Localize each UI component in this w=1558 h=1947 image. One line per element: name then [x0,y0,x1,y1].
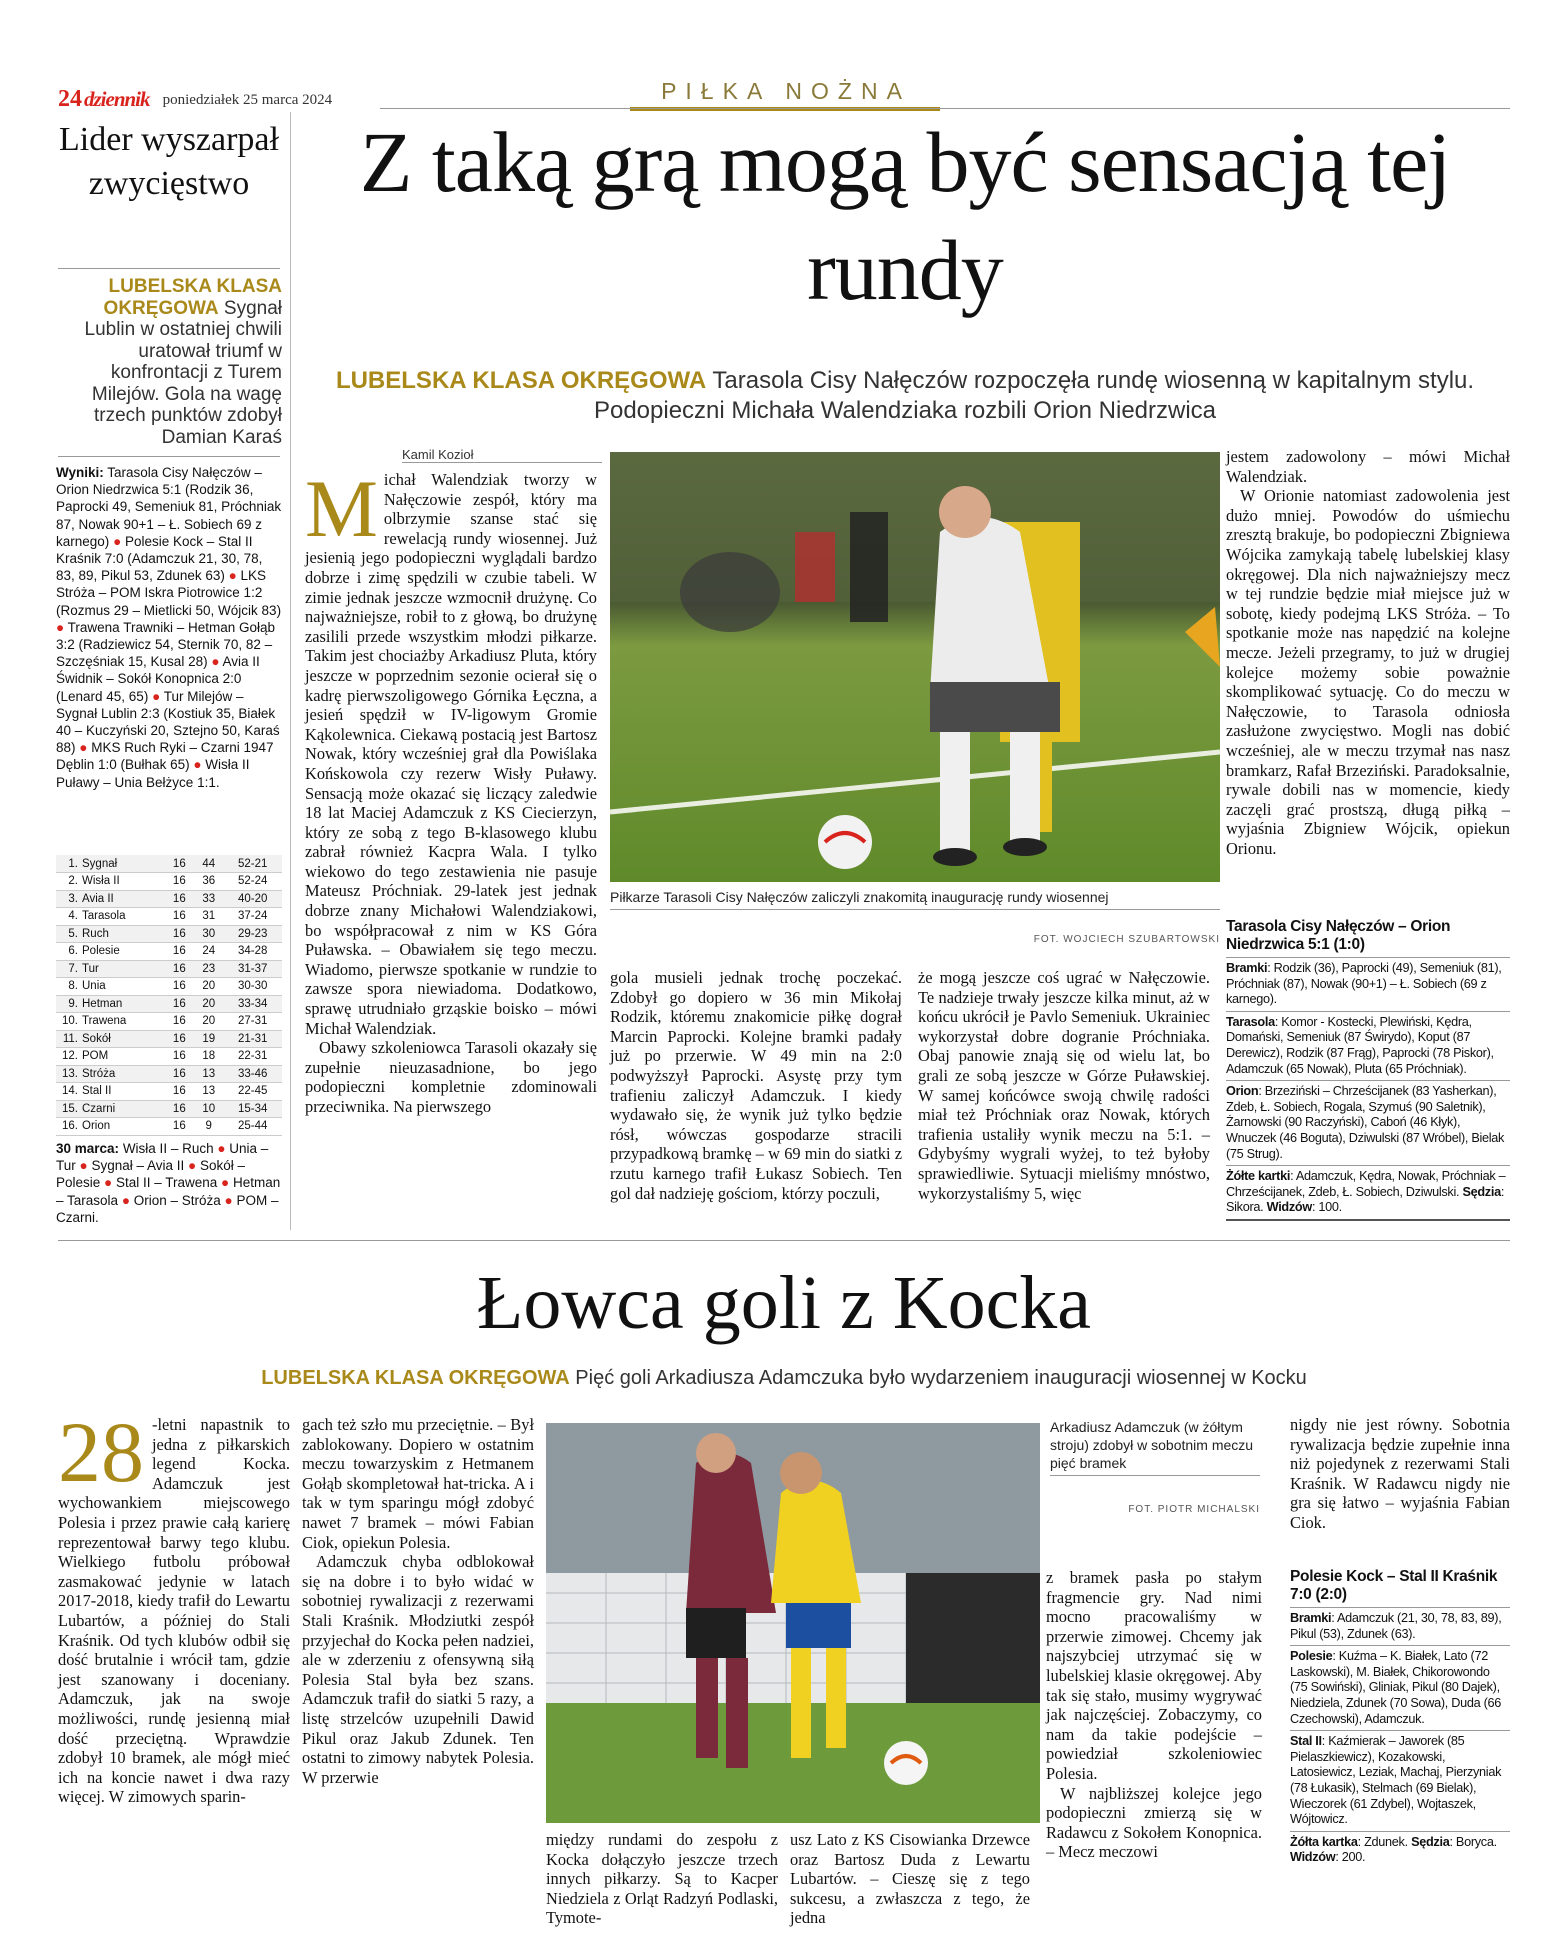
table-rank: 8. [56,978,80,996]
table-row [56,1030,282,1048]
table-goals: 21-31 [223,1030,282,1048]
result-item: Polesie Kock – Stal II Kraśnik 7:0 (Adamczuk 21, 30, 78, 83, 89, Pikul 53, Zdunek 63) [56,533,263,584]
table-goals: 33-46 [223,1065,282,1083]
table-rank: 1. [56,855,80,873]
goals-label: Bramki [1226,961,1268,975]
article2-col5-text: z bramek pasła po stałym fragmencie gry. Nad nimi mocno pracowaliśmy w przerwie zimowej. Chcemy jak najszybciej utrzymać się w lubelskiej klasie okręgowej. Aby tak się stało, musimy wygrywać jak najczęściej. Zobaczymy, co nam da takie podejście – powiedział szkoleniowiec Polesia. [1046,1568,1262,1783]
article2-col6 [1290,1415,1510,1533]
referee-text: : Sikora. [1226,1184,1505,1215]
table-row [56,1065,282,1083]
article2-match-box [1290,1568,1510,1872]
table-team: Tur [80,960,165,978]
article2-headline: Łowca goli z Kocka [476,1261,1092,1345]
table-team: Sygnał [80,855,165,873]
article1-headline: Z taką grą mogą być sensacją tej rundy [359,114,1451,318]
table-goals: 29-23 [223,925,282,943]
table-rank: 2. [56,873,80,891]
sidebar-title: Lider wyszarpał zwycięstwo [59,121,279,202]
fixtures-block: 30 marca: Wisła II – Ruch ● Unia – Tur ● Sygnał – Avia II ● Sokół – Polesie ● Stal II – Trawena ● Hetman – Tarasola ● Orion – Stróża ● POM – Czarni. [56,1141,281,1225]
article2-col2-text: Adamczuk chyba odblokował się na dobre i to było widać w sobotniej rywalizacji z rezerwami Stali Kraśnik. Młodziutki zespół przyjechał do Kocka pełen nadziei, ale w zderzeniu z ofensywną siłą Polesia Stal była bez szans. Adamczuk trafił do siatki 5 razy, a listę strzelców uzupełnili Dawid Pikul oraz Jakub Zdunek. Ten ostatni to zimowy nabytek Polesia. W przerwie [302,1552,534,1787]
table-rank: 15. [56,1100,80,1118]
article1-col4-text: jestem zadowolony – mówi Michał Walendziak. [1226,447,1510,486]
table-row [56,1013,282,1031]
table-played: 16 [165,943,194,961]
table-row [56,1083,282,1101]
article2-col5-text: W najbliższej kolejce jego podopieczni zmierzą się w Radawcu z Sokołem Konopnica. – Mecz meczowi [1046,1783,1262,1862]
result-item: Wisła II Puławy – Unia Bełżyce 1:1. [56,757,250,790]
table-team: POM [80,1048,165,1066]
table-goals: 40-20 [223,890,282,908]
table-goals: 27-31 [223,1013,282,1031]
table-played: 16 [165,995,194,1013]
match-box-title: Tarasola Cisy Nałęczów – Orion Niedrzwica 5:1 (1:0) [1226,918,1510,958]
result-item: Tarasola Cisy Nałęczów – Orion Niedrzwica 5:1 (Rodzik 36, Paprocki 49, Semeniuk 81, Próchniak 87, Nowak 90+1 – Ł. Sobiech 69 z karnego) [56,465,282,549]
article2-kicker: LUBELSKA KLASA OKRĘGOWA [261,1367,570,1389]
sidebar-title-rule [58,268,280,269]
table-team: Czarni [80,1100,165,1118]
fixture-item: Orion – Stróża [133,1192,221,1208]
article2-col3-text: między rundami do zespołu z Kocka dołączyło jeszcze trzech innych piłkarzy. Są to Kacper Niedziela z Orląt Radzyń Podlaski, Tymote- [546,1830,778,1928]
table-row [56,908,282,926]
league-table-wrap [56,855,282,1136]
table-team: Wisła II [80,873,165,891]
table-team: Hetman [80,995,165,1013]
sidebar-lead-rule [58,456,280,457]
article1-photo-credit: FOT. WOJCIECH SZUBARTOWSKI [1033,934,1220,945]
table-played: 16 [165,978,194,996]
away-lineup-text: : Kaźmierak – Jaworek (85 Pielaszkiewicz), Kozakowski, Latosiewicz, Leziak, Machaj, Pierzyniak (78 Łukasik), Stelmach (69 Bielak), Wieczorek (61 Zdybel), Wojtaszek, Wójtowicz. [1290,1734,1502,1827]
table-goals: 22-45 [223,1083,282,1101]
article1-lead-text: Tarasola Cisy Nałęczów rozpoczęła rundę wiosenną w kapitalnym stylu. Podopieczni Michała Walendziaka rozbili Orion Niedrzwica [593,367,1475,424]
table-points: 24 [194,943,223,961]
table-played: 16 [165,873,194,891]
table-played: 16 [165,855,194,873]
table-points: 10 [194,1100,223,1118]
table-played: 16 [165,925,194,943]
table-points: 13 [194,1065,223,1083]
article2-col3 [546,1830,778,1928]
table-row [56,1048,282,1066]
home-lineup-label: Tarasola [1226,1014,1275,1029]
referee-label: Sędzia [1411,1834,1450,1849]
article2-lead [58,1365,1510,1391]
table-rank: 14. [56,1083,80,1101]
article2-lead-text: Pięć goli Arkadiusza Adamczuka było wydarzeniem inauguracji wiosennej w Kocku [575,1367,1307,1389]
football-photo [546,1423,1040,1823]
table-played: 16 [165,1100,194,1118]
article2-photo-caption: Arkadiusz Adamczuk (w żółtym stroju) zdobył w sobotnim meczu pięć bramek [1050,1418,1260,1476]
fixture-item: Sygnał – Avia II [91,1158,185,1174]
table-rank: 6. [56,943,80,961]
table-played: 16 [165,1048,194,1066]
results-block: Wyniki: Tarasola Cisy Nałęczów – Orion Niedrzwica 5:1 (Rodzik 36, Paprocki 49, Semeniuk 81, Próchniak 87, Nowak 90+1 – Ł. Sobiech 69 z karnego) ● Polesie Kock – Stal II Kraśnik 7:0 (Adamczuk 21, 30, 78, 83, 89, Pikul 53, Zdunek 63) ● LKS Stróża – POM Iskra Piotrowice 1:2 (Rozmus 29 – Mietlicki 50, Wójcik 83) ● Trawena Trawniki – Hetman Gołąb 3:2 (Radziewicz 54, Sternik 70, 82 – Szczęśniak 15, Kusal 28) ● Avia II Świdnik – Sokół Konopnica 2:0 (Lenard 45, 65) ● Tur Milejów – Sygnał Lublin 2:3 (Kostiuk 35, Białek 40 – Kuczyński 20, Sztejno 50, Karaś 88) ● MKS Ruch Ryki – Czarni 1947 Dęblin 1:0 (Bułhak 65) ● Wisła II Puławy – Unia Bełżyce 1:1. [56,465,282,790]
result-item: Tur Milejów – Sygnał Lublin 2:3 (Kostiuk 35, Białek 40 – Kuczyński 20, Sztejno 50, Karaś 88) [56,688,280,756]
fixture-item: Wisła II – Ruch [122,1141,214,1156]
table-points: 30 [194,925,223,943]
goals-text: : Adamczuk (21, 30, 78, 83, 89), Pikul (53), Zdunek (63). [1290,1611,1502,1641]
table-rank: 4. [56,908,80,926]
table-row [56,960,282,978]
article2-col1 [58,1404,290,1807]
table-played: 16 [165,908,194,926]
result-item: MKS Ruch Ryki – Czarni 1947 Dęblin 1:0 (Bułhak 65) [56,740,274,773]
table-team: Avia II [80,890,165,908]
table-played: 16 [165,890,194,908]
article2-col2 [302,1415,534,1787]
table-played: 16 [165,1118,194,1136]
table-rank: 9. [56,995,80,1013]
table-team: Tarasola [80,908,165,926]
fixture-item: POM – Czarni. [56,1192,279,1225]
table-goals: 30-30 [223,978,282,996]
table-rank: 5. [56,925,80,943]
table-played: 16 [165,1013,194,1031]
table-points: 13 [194,1083,223,1101]
referee-text: : Boryca. [1449,1834,1497,1849]
table-team: Trawena [80,1013,165,1031]
article1-col1 [305,463,597,1117]
attendance-label: Widzów [1266,1200,1312,1215]
match-box-title: Polesie Kock – Stal II Kraśnik 7:0 (2:0) [1290,1568,1510,1608]
article1-col3-text: że mogą jeszcze coś ugrać w Nałęczowie. Te nadzieje trwały jeszcze kilka minut, aż w końcu ukrócił je Pavlo Semeniuk. Ukrainiec wykorzystał dobre dogranie Próchniaka. Obaj panowie znają się od wielu lat, bo grali ze sobą jeszcze w Górze Puławskiej. W samej końcówce swoją chwilę radości miał też Próchniak oraz Nowak, których trafienia ustaliły wynik meczu na 5:1. – Gdybyśmy wygrali wyżej, to też byłoby sprawiedliwie. Sytuacji mieliśmy mnóstwo, wykorzystaliśmy 5, więc [918,968,1210,1203]
table-goals: 52-21 [223,855,282,873]
table-row [56,1118,282,1136]
issue-date: poniedziałek 25 marca 2024 [162,92,333,108]
goals-text: : Rodzik (36), Paprocki (49), Semeniuk (81), Próchniak (87), Nowak (90+1) – Ł. Sobiech (69 z karnego). [1226,961,1502,1007]
article2-col4-text: usz Lato z KS Cisowianka Drzewce oraz Bartosz Duda z Lewartu Lubartów. – Cieszę się z tego sukcesu, a zwłaszcza z tego, że jedna [790,1830,1030,1928]
article2-photo-credit: FOT. PIOTR MICHALSKI [1128,1504,1260,1515]
article2-col5 [1046,1568,1262,1862]
cards-text: : Adamczuk, Kędra, Nowak, Próchniak – Chrześcijanek, Zdeb, Ł. Sobiech, Dziwulski. [1226,1169,1506,1199]
home-lineup-text: : Kuźma – K. Białek, Lato (72 Laskowski), M. Białek, Chikorowondo (75 Sowiński), Gliniak, Pikul (80 Dajek), Niedziela, Zdunek (70 Sowa), Duda (66 Czechowski), Adamczuk. [1290,1649,1502,1726]
table-goals: 22-31 [223,1048,282,1066]
away-lineup-label: Stal II [1290,1734,1322,1749]
table-points: 20 [194,978,223,996]
attendance-text: : 200. [1335,1850,1366,1865]
table-points: 33 [194,890,223,908]
table-rank: 13. [56,1065,80,1083]
article2-col4 [790,1830,1030,1928]
table-goals: 25-44 [223,1118,282,1136]
table-rank: 7. [56,960,80,978]
away-lineup-label: Orion [1226,1084,1259,1099]
table-row [56,873,282,891]
table-points: 9 [194,1118,223,1136]
sidebar-kicker: LUBELSKA KLASA OKRĘGOWA [103,276,282,319]
article1-col2-text: gola musieli jednak trochę poczekać. Zdobył go dopiero w 36 min Mikołaj Rodzik, któremu znakomicie piłkę dograł Marcin Paprocki. Kolejne bramki padały już po przerwie. W 49 min na 2:0 podwyższył Paprocki. Asystę przy tym trafieniu zaliczył Adamczuk. I kiedy wydawało się, że wynik już tylko będzie rósł, wówczas gospodarze stracili przypadkową bramkę – w 69 min do siatki z rzutu karnego trafił Łukasz Sobiech. Ten gol dał nadzieję gościom, którzy poczuli, [610,968,902,1203]
table-team: Stal II [80,1083,165,1101]
fixture-item: Stal II – Trawena [115,1175,218,1191]
table-rank: 3. [56,890,80,908]
sidebar-divider [290,112,291,1230]
table-row [56,890,282,908]
article1-col3 [918,968,1210,1203]
logo-number: 24 [58,86,82,112]
table-points: 44 [194,855,223,873]
table-row [56,943,282,961]
cards-label: Żółte kartki [1226,1169,1291,1184]
goals-label: Bramki [1290,1611,1332,1625]
table-played: 16 [165,1030,194,1048]
table-row [56,1100,282,1118]
away-lineup-text: : Brzeziński – Chrześcijanek (83 Yasherkan), Zdeb, Ł. Sobiech, Rogala, Szymuś (90 Saletnik), Żarnowski (90 Raczyński), Caboń (46 Kłyk), Wnuczek (46 Boguta), Dziwulski (87 Wróbel), Bielak (75 Strug). [1226,1084,1505,1161]
article2-col6-text: nigdy nie jest równy. Sobotnia rywalizacja będzie zupełnie inna niż pojedynek z rezerwami Stali Kraśnik. W Radawcu nigdy nie gra się łatwo – wyjaśnia Fabian Ciok. [1290,1415,1510,1532]
table-rank: 11. [56,1030,80,1048]
table-row [56,995,282,1013]
table-points: 31 [194,908,223,926]
cards-label: Żółta kartka [1290,1834,1358,1849]
article2-photo [546,1423,1040,1823]
results-label: Wyniki: [56,465,104,480]
table-goals: 33-34 [223,995,282,1013]
table-team: Orion [80,1118,165,1136]
article1-photo [610,452,1220,882]
fixtures-label: 30 marca: [56,1141,120,1156]
table-goals: 52-24 [223,873,282,891]
table-team: Ruch [80,925,165,943]
home-lineup-text: : Komor - Kostecki, Plewiński, Kędra, Domański, Semeniuk (87 Świrydo), Koput (87 Derewicz), Rodzik (87 Frąg), Paprocki (78 Piskor), Adamczuk (65 Nowak), Pluta (65 Próchniak). [1226,1014,1494,1076]
table-team: Polesie [80,943,165,961]
table-rank: 12. [56,1048,80,1066]
article2-col1-text: -letni napastnik to jedna z piłkarskich legend Kocka. Adamczuk jest wychowankiem miejscowego Polesia i przez prawie całą karierę reprezentował barwy tego klubu. Wielkiego futbolu próbował zasmakować jedynie w latach 2017-2018, kiedy trafił do Lewartu Lubartów, a później do Stali Kraśnik. Od tych klubów odbił się dość brutalnie i wrócił tam, gdzie jest szanowany i doceniany. Adamczuk, jak na swoje możliwości, rundę jesienną miał dość przeciętną. Wprawdzie zdobył 10 bramek, ale mógł mieć ich na koncie nawet i dwa razy więcej. W zimowych sparin- [58,1415,290,1807]
football-photo [610,452,1220,882]
table-rank: 16. [56,1118,80,1136]
sidebar-lead-text: Sygnał Lublin w ostatniej chwili uratował triumf w konfrontacji z Turem Milejów. Gola na wagę trzech punktów zdobył Damian Karaś [84,297,282,448]
attendance-text: : 100. [1311,1200,1342,1215]
table-points: 20 [194,1013,223,1031]
article1-photo-caption: Piłkarze Tarasoli Cisy Nałęczów zaliczyli znakomitą inaugurację rundy wiosennej [610,888,1220,910]
article1-col1-text: Obawy szkoleniowca Tarasoli okazały się zupełnie nieuzasadnione, bo jego podopieczni kompletnie zdominowali przeciwnika. Na pierwszego [305,1038,597,1116]
table-row [56,978,282,996]
article2-dropcap: 28 [58,1404,144,1500]
table-team: Sokół [80,1030,165,1048]
article1-author: Kamil Kozioł [402,447,602,463]
table-row [56,925,282,943]
article1-col4-text: W Orionie natomiast zadowolenia jest dużo mniej. Powodów do uśmiechu zresztą brakuje, bo podopieczni Zbigniewa Wójcika zamykają tabelę lubelskiej klasy okręgowej. Dla nich najważniejszy mecz w tej rundzie będzie miał miejsce już w sobotę, kiedy podejmą LKS Stróża. – To spotkanie może nas napędzić na kolejne mecze. Jeżeli przegramy, to już w drugiej kolejce możemy sobie poważnie skomplikować sytuację. Co do meczu w Nałęczowie, to Tarasola odniosła zasłużone zwycięstwo. Mogli nas dobić wcześniej, ale w meczu trzymał nas nasz bramkarz, Rafał Brzeziński. Paradoksalnie, rywale dobili nas w momencie, kiedy zaczęli grać prostszą, długą piłką – wyjaśnia Zbigniew Wójcik, opiekun Orionu. [1226,486,1510,858]
table-goals: 31-37 [223,960,282,978]
article1-col4 [1226,447,1510,858]
result-item: Avia II Świdnik – Sokół Konopnica 2:0 (Lenard 45, 65) [56,654,260,704]
article1-lead [320,366,1490,426]
fixture-item: Hetman – Tarasola [56,1175,281,1208]
table-rank: 10. [56,1013,80,1031]
table-points: 19 [194,1030,223,1048]
table-team: Unia [80,978,165,996]
league-table [56,855,282,1136]
result-item: LKS Stróża – POM Iskra Piotrowice 1:2 (Rozmus 29 – Mietlicki 50, Wójcik 83) [56,568,282,618]
referee-label: Sędzia [1462,1184,1501,1199]
home-lineup-label: Polesie [1290,1649,1333,1664]
table-played: 16 [165,1083,194,1101]
table-played: 16 [165,1065,194,1083]
table-points: 18 [194,1048,223,1066]
table-points: 23 [194,960,223,978]
result-item: Trawena Trawniki – Hetman Gołąb 3:2 (Radziewicz 54, Sternik 70, 82 – Szczęśniak 15, Kusal 28) [56,619,276,670]
article1-kicker: LUBELSKA KLASA OKRĘGOWA [335,367,707,394]
table-goals: 37-24 [223,908,282,926]
table-played: 16 [165,960,194,978]
fixture-item: Sokół – Polesie [56,1158,245,1191]
section-label: PIŁKA NOŻNA [661,78,911,104]
article1-col1-text: ichał Walendziak tworzy w Nałęczowie zespół, który ma olbrzymie szanse stać się rewelacją rundy wiosennej. Już jesienią jego podopieczni wyglądali bardzo dobrze i zimę spędzili w czubie tabeli. W zimie jednak jeszcze wzmocnił drużynę. Co najważniejsze, robił to z głową, bo drużynę zasilili przede wszystkim młodzi piłkarze. Takim jest chociażby Arkadiusz Pluta, który jeszcze w poprzednim sezonie ocierał się o kadrę pierwszoligowego Górnika Łęczna, a jesień spędził w IV-ligowym Gromie Kąkolewnica. Ciekawą postacią jest Bartosz Nowak, który wcześniej grał dla Powiślaka Końskowola czy rezerw Wisły Puławy. Sensacją może okazać się liczący zaledwie 18 lat Maciej Adamczuk z KS Ciecierzyn, który ze sobą z tego B-klasowego klubu zabrał również Kacpra Wala. I tylko wiekowo do tego zestawienia nie pasuje Mateusz Próchniak. 29-latek jest jednak dobrze znany Michałowi Walendziakowi, bo współpracował z nim w KS Góra Puławska. – Obawiałem się tego meczu. Wiadomo, pierwsze spotkanie w rundzie to zawsze spora niewiadoma. Dodatkowo, sprawę utrudniało grząskie boisko – mówi Michał Walendziak. [305,470,597,1038]
table-goals: 15-34 [223,1100,282,1118]
articles-divider [58,1240,1510,1241]
article1-dropcap: M [305,463,378,554]
table-team: Stróża [80,1065,165,1083]
attendance-label: Widzów [1290,1850,1336,1865]
article1-match-box [1226,918,1510,1224]
table-points: 20 [194,995,223,1013]
fixture-item: Unia – Tur [56,1141,269,1174]
table-points: 36 [194,873,223,891]
sidebar-lead [54,276,282,448]
article2-col2-text: gach też szło mu przeciętnie. – Był zablokowany. Dopiero w ostatnim meczu towarzyskim z Hetmanem Gołąb skompletował hat-tricka. A i tak w tym sparingu mógł zdobyć nawet 7 bramek – mówi Fabian Ciok, opiekun Polesia. [302,1415,534,1552]
cards-text: : Zdunek. [1357,1834,1408,1849]
table-goals: 34-28 [223,943,282,961]
table-row [56,855,282,873]
article1-col2 [610,968,902,1203]
logo-name: dziennik [84,87,150,111]
